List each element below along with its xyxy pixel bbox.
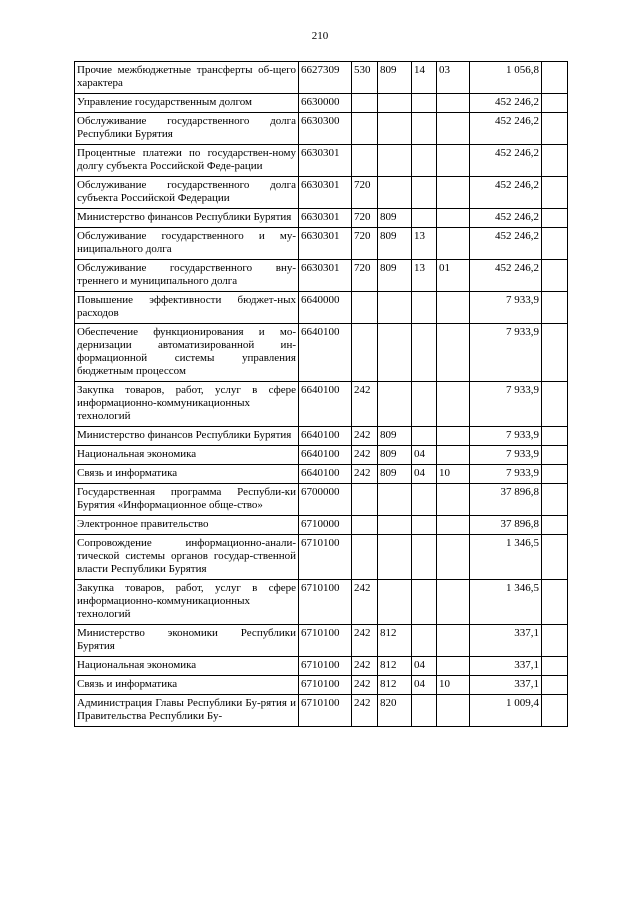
item-name-cell: Министерство финансов Республики Бурятия — [75, 427, 299, 446]
ministry-code-cell: 809 — [378, 465, 412, 484]
subsection-cell: 03 — [437, 62, 470, 94]
target-code-cell: 6710100 — [299, 625, 352, 657]
empty-cell — [542, 516, 568, 535]
empty-cell — [542, 465, 568, 484]
amount-cell: 37 896,8 — [470, 516, 542, 535]
section-cell: 13 — [412, 260, 437, 292]
subsection-cell — [437, 625, 470, 657]
empty-cell — [542, 580, 568, 625]
subsection-cell — [437, 228, 470, 260]
amount-cell: 452 246,2 — [470, 145, 542, 177]
expense-type-cell — [352, 292, 378, 324]
table-row — [75, 446, 568, 465]
item-name-cell: Связь и информатика — [75, 676, 299, 695]
expense-type-cell — [352, 324, 378, 382]
section-cell — [412, 535, 437, 580]
subsection-cell: 10 — [437, 676, 470, 695]
section-cell — [412, 427, 437, 446]
section-cell — [412, 177, 437, 209]
ministry-code-cell: 809 — [378, 427, 412, 446]
amount-cell: 1 346,5 — [470, 535, 542, 580]
empty-cell — [542, 145, 568, 177]
table-body — [75, 62, 568, 727]
target-code-cell: 6710000 — [299, 516, 352, 535]
item-name-cell: Повышение эффективности бюджет-ных расходов — [75, 292, 299, 324]
section-cell — [412, 695, 437, 727]
subsection-cell — [437, 580, 470, 625]
target-code-cell: 6700000 — [299, 484, 352, 516]
subsection-cell — [437, 382, 470, 427]
section-cell: 04 — [412, 465, 437, 484]
expense-type-cell — [352, 113, 378, 145]
ministry-code-cell: 812 — [378, 625, 412, 657]
empty-cell — [542, 177, 568, 209]
ministry-code-cell — [378, 535, 412, 580]
ministry-code-cell — [378, 580, 412, 625]
target-code-cell: 6640100 — [299, 465, 352, 484]
table-row — [75, 324, 568, 382]
subsection-cell: 10 — [437, 465, 470, 484]
table-row — [75, 535, 568, 580]
section-cell — [412, 324, 437, 382]
section-cell — [412, 292, 437, 324]
ministry-code-cell: 809 — [378, 446, 412, 465]
table-row — [75, 695, 568, 727]
ministry-code-cell: 812 — [378, 657, 412, 676]
amount-cell: 7 933,9 — [470, 465, 542, 484]
expense-type-cell: 242 — [352, 446, 378, 465]
ministry-code-cell — [378, 292, 412, 324]
expense-type-cell: 242 — [352, 580, 378, 625]
item-name-cell: Прочие межбюджетные трансферты об-щего характера — [75, 62, 299, 94]
ministry-code-cell: 809 — [378, 62, 412, 94]
item-name-cell: Администрация Главы Республики Бу-рятия и Правительства Республики Бу- — [75, 695, 299, 727]
table-row — [75, 580, 568, 625]
empty-cell — [542, 695, 568, 727]
table-row — [75, 657, 568, 676]
target-code-cell: 6630301 — [299, 228, 352, 260]
empty-cell — [542, 209, 568, 228]
empty-cell — [542, 260, 568, 292]
empty-cell — [542, 382, 568, 427]
amount-cell: 37 896,8 — [470, 484, 542, 516]
expense-type-cell: 720 — [352, 228, 378, 260]
table-row — [75, 94, 568, 113]
item-name-cell: Национальная экономика — [75, 657, 299, 676]
section-cell — [412, 113, 437, 145]
section-cell — [412, 625, 437, 657]
subsection-cell — [437, 113, 470, 145]
expense-type-cell: 720 — [352, 209, 378, 228]
item-name-cell: Обслуживание государственного вну-треннего и муниципального долга — [75, 260, 299, 292]
table-row — [75, 145, 568, 177]
ministry-code-cell: 820 — [378, 695, 412, 727]
ministry-code-cell — [378, 177, 412, 209]
amount-cell: 337,1 — [470, 657, 542, 676]
target-code-cell: 6640100 — [299, 427, 352, 446]
subsection-cell — [437, 446, 470, 465]
ministry-code-cell — [378, 145, 412, 177]
empty-cell — [542, 535, 568, 580]
target-code-cell: 6710100 — [299, 580, 352, 625]
item-name-cell: Обеспечение функционирования и мо-дернизации автоматизированной ин-формационной системы управления бюджетным процессом — [75, 324, 299, 382]
empty-cell — [542, 625, 568, 657]
target-code-cell: 6630301 — [299, 260, 352, 292]
expense-type-cell: 242 — [352, 382, 378, 427]
subsection-cell: 01 — [437, 260, 470, 292]
amount-cell: 452 246,2 — [470, 260, 542, 292]
empty-cell — [542, 292, 568, 324]
table-row — [75, 177, 568, 209]
subsection-cell — [437, 657, 470, 676]
budget-table — [74, 61, 568, 727]
table-row — [75, 484, 568, 516]
section-cell — [412, 580, 437, 625]
section-cell — [412, 516, 437, 535]
amount-cell: 452 246,2 — [470, 113, 542, 145]
subsection-cell — [437, 695, 470, 727]
subsection-cell — [437, 292, 470, 324]
page-number: 210 — [311, 30, 329, 42]
expense-type-cell — [352, 535, 378, 580]
item-name-cell: Министерство финансов Республики Бурятия — [75, 209, 299, 228]
empty-cell — [542, 62, 568, 94]
expense-type-cell: 242 — [352, 625, 378, 657]
target-code-cell: 6630300 — [299, 113, 352, 145]
target-code-cell: 6630000 — [299, 94, 352, 113]
table-row — [75, 228, 568, 260]
expense-type-cell — [352, 516, 378, 535]
target-code-cell: 6640100 — [299, 446, 352, 465]
ministry-code-cell — [378, 382, 412, 427]
item-name-cell: Министерство экономики Республики Бурятия — [75, 625, 299, 657]
empty-cell — [542, 324, 568, 382]
amount-cell: 452 246,2 — [470, 177, 542, 209]
target-code-cell: 6640000 — [299, 292, 352, 324]
amount-cell: 7 933,9 — [470, 324, 542, 382]
amount-cell: 452 246,2 — [470, 228, 542, 260]
empty-cell — [542, 94, 568, 113]
amount-cell: 452 246,2 — [470, 94, 542, 113]
target-code-cell: 6710100 — [299, 657, 352, 676]
item-name-cell: Государственная программа Республи-ки Бурятия «Информационное обще-ство» — [75, 484, 299, 516]
target-code-cell: 6640100 — [299, 382, 352, 427]
item-name-cell: Обслуживание государственного и му-ниципального долга — [75, 228, 299, 260]
subsection-cell — [437, 516, 470, 535]
section-cell: 13 — [412, 228, 437, 260]
amount-cell: 1 056,8 — [470, 62, 542, 94]
amount-cell: 452 246,2 — [470, 209, 542, 228]
empty-cell — [542, 446, 568, 465]
section-cell — [412, 145, 437, 177]
table-row — [75, 292, 568, 324]
target-code-cell: 6627309 — [299, 62, 352, 94]
item-name-cell: Обслуживание государственного долга Республики Бурятия — [75, 113, 299, 145]
subsection-cell — [437, 209, 470, 228]
expense-type-cell — [352, 94, 378, 113]
amount-cell: 337,1 — [470, 676, 542, 695]
subsection-cell — [437, 484, 470, 516]
target-code-cell: 6630301 — [299, 145, 352, 177]
expense-type-cell: 242 — [352, 695, 378, 727]
expense-type-cell: 720 — [352, 260, 378, 292]
table-row — [75, 260, 568, 292]
expense-type-cell: 242 — [352, 657, 378, 676]
amount-cell: 337,1 — [470, 625, 542, 657]
target-code-cell: 6640100 — [299, 324, 352, 382]
subsection-cell — [437, 324, 470, 382]
section-cell: 04 — [412, 657, 437, 676]
item-name-cell: Закупка товаров, работ, услуг в сфере информационно-коммуникационных технологий — [75, 580, 299, 625]
subsection-cell — [437, 145, 470, 177]
expense-type-cell: 720 — [352, 177, 378, 209]
amount-cell: 7 933,9 — [470, 446, 542, 465]
amount-cell: 7 933,9 — [470, 427, 542, 446]
ministry-code-cell — [378, 484, 412, 516]
expense-type-cell: 530 — [352, 62, 378, 94]
subsection-cell — [437, 94, 470, 113]
ministry-code-cell: 809 — [378, 260, 412, 292]
ministry-code-cell: 812 — [378, 676, 412, 695]
section-cell: 14 — [412, 62, 437, 94]
item-name-cell: Сопровождение информационно-анали-тической системы органов государ-ственной власти Республики Бурятия — [75, 535, 299, 580]
section-cell: 04 — [412, 676, 437, 695]
subsection-cell — [437, 535, 470, 580]
ministry-code-cell: 809 — [378, 228, 412, 260]
table-row — [75, 113, 568, 145]
section-cell — [412, 382, 437, 427]
empty-cell — [542, 657, 568, 676]
section-cell — [412, 484, 437, 516]
amount-cell: 7 933,9 — [470, 382, 542, 427]
item-name-cell: Связь и информатика — [75, 465, 299, 484]
expense-type-cell: 242 — [352, 676, 378, 695]
empty-cell — [542, 484, 568, 516]
expense-type-cell — [352, 145, 378, 177]
item-name-cell: Управление государственным долгом — [75, 94, 299, 113]
expense-type-cell — [352, 484, 378, 516]
target-code-cell: 6710100 — [299, 695, 352, 727]
table-row — [75, 676, 568, 695]
empty-cell — [542, 427, 568, 446]
target-code-cell: 6710100 — [299, 535, 352, 580]
ministry-code-cell — [378, 94, 412, 113]
item-name-cell: Закупка товаров, работ, услуг в сфере информационно-коммуникационных технологий — [75, 382, 299, 427]
subsection-cell — [437, 177, 470, 209]
table-row — [75, 62, 568, 94]
ministry-code-cell — [378, 516, 412, 535]
table-row — [75, 465, 568, 484]
subsection-cell — [437, 427, 470, 446]
section-cell — [412, 209, 437, 228]
item-name-cell: Процентные платежи по государствен-ному долгу субъекта Российской Феде-рации — [75, 145, 299, 177]
table-row — [75, 209, 568, 228]
empty-cell — [542, 676, 568, 695]
table-row — [75, 625, 568, 657]
ministry-code-cell: 809 — [378, 209, 412, 228]
item-name-cell: Обслуживание государственного долга субъекта Российской Федерации — [75, 177, 299, 209]
ministry-code-cell — [378, 113, 412, 145]
expense-type-cell: 242 — [352, 465, 378, 484]
target-code-cell: 6630301 — [299, 209, 352, 228]
section-cell — [412, 94, 437, 113]
amount-cell: 7 933,9 — [470, 292, 542, 324]
amount-cell: 1 346,5 — [470, 580, 542, 625]
empty-cell — [542, 113, 568, 145]
table-row — [75, 516, 568, 535]
target-code-cell: 6630301 — [299, 177, 352, 209]
target-code-cell: 6710100 — [299, 676, 352, 695]
ministry-code-cell — [378, 324, 412, 382]
empty-cell — [542, 228, 568, 260]
item-name-cell: Национальная экономика — [75, 446, 299, 465]
table-row — [75, 382, 568, 427]
section-cell: 04 — [412, 446, 437, 465]
expense-type-cell: 242 — [352, 427, 378, 446]
table-row — [75, 427, 568, 446]
item-name-cell: Электронное правительство — [75, 516, 299, 535]
amount-cell: 1 009,4 — [470, 695, 542, 727]
